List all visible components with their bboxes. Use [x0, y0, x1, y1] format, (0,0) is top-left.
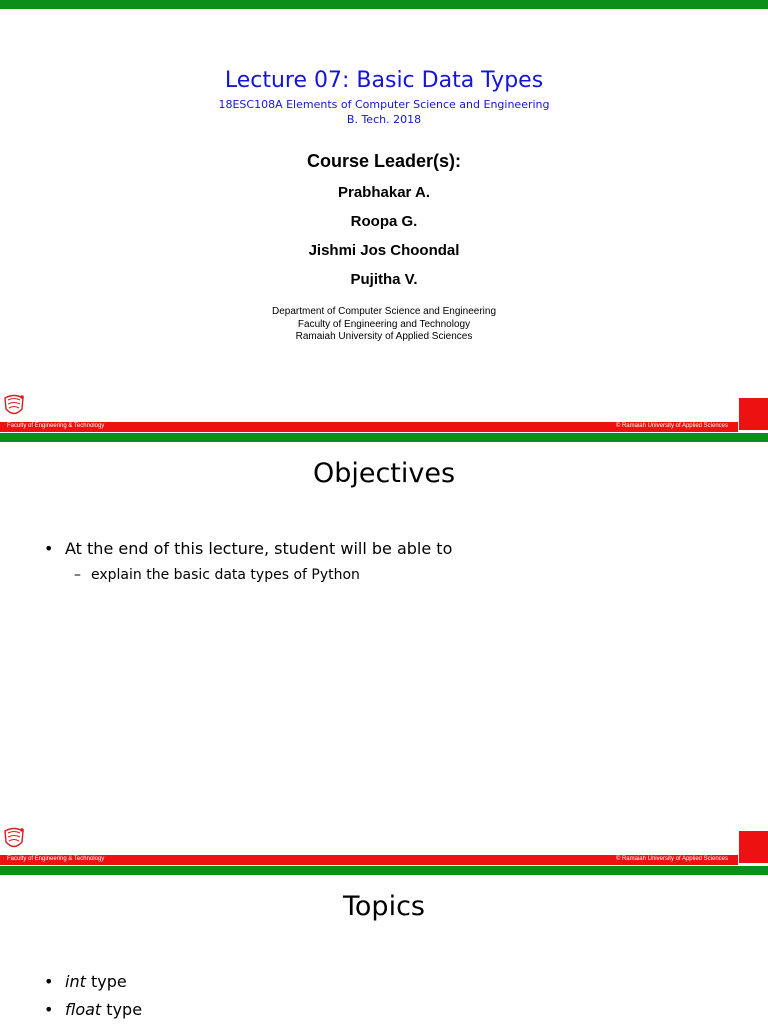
leader-name: Prabhakar A. — [338, 184, 430, 201]
sub-bullet-item — [74, 567, 360, 583]
course-code-line: 18ESC108A Elements of Computer Science and Engineering — [218, 98, 550, 111]
top-green-bar — [0, 866, 768, 875]
department-line: Department of Computer Science and Engineering — [271, 306, 497, 317]
faculty-line: Faculty of Engineering and Technology — [297, 319, 471, 330]
topic-term: int — [65, 972, 86, 991]
bullet-dot-icon: • — [44, 972, 54, 991]
footer-red-bar — [0, 855, 738, 865]
sub-bullet-text: explain the basic data types of Python — [91, 567, 360, 583]
topic-item — [44, 1000, 142, 1019]
bullet-text: At the end of this lecture, student will be able to — [65, 539, 453, 558]
topic-item — [44, 972, 127, 991]
objectives-slide — [0, 433, 768, 866]
leader-name: Roopa G. — [350, 213, 418, 230]
footer-red-bar — [0, 422, 738, 432]
lecture-title: Lecture 07: Basic Data Types — [224, 68, 544, 93]
footer-right-text: © Ramaiah University of Applied Sciences — [615, 423, 728, 429]
topic-rest: type — [101, 1000, 143, 1019]
ramaiah-logo-icon — [2, 392, 26, 420]
slide-title: Topics — [343, 891, 425, 922]
university-line: Ramaiah University of Applied Sciences — [295, 331, 473, 342]
top-green-bar — [0, 433, 768, 442]
footer-red-box — [739, 831, 768, 863]
footer-red-box — [739, 398, 768, 430]
ramaiah-logo-icon — [2, 825, 26, 853]
bullet-dot-icon: • — [44, 1000, 54, 1019]
slide-title: Objectives — [312, 458, 456, 489]
footer-left-text: Faculty of Engineering & Technology — [7, 423, 105, 429]
footer-right-text: © Ramaiah University of Applied Sciences — [615, 856, 728, 862]
program-line: B. Tech. 2018 — [346, 113, 422, 126]
course-leaders-heading: Course Leader(s): — [306, 151, 462, 171]
footer-left-text: Faculty of Engineering & Technology — [7, 856, 105, 862]
top-green-bar — [0, 0, 768, 9]
topic-term: float — [65, 1000, 102, 1019]
dash-icon: – — [74, 567, 81, 583]
bullet-item — [44, 539, 452, 558]
leader-name: Jishmi Jos Choondal — [308, 242, 460, 259]
topics-slide — [0, 866, 768, 1024]
title-slide — [0, 0, 768, 433]
topic-rest: type — [85, 972, 127, 991]
bullet-dot-icon: • — [44, 539, 54, 558]
leader-name: Pujitha V. — [350, 271, 418, 288]
